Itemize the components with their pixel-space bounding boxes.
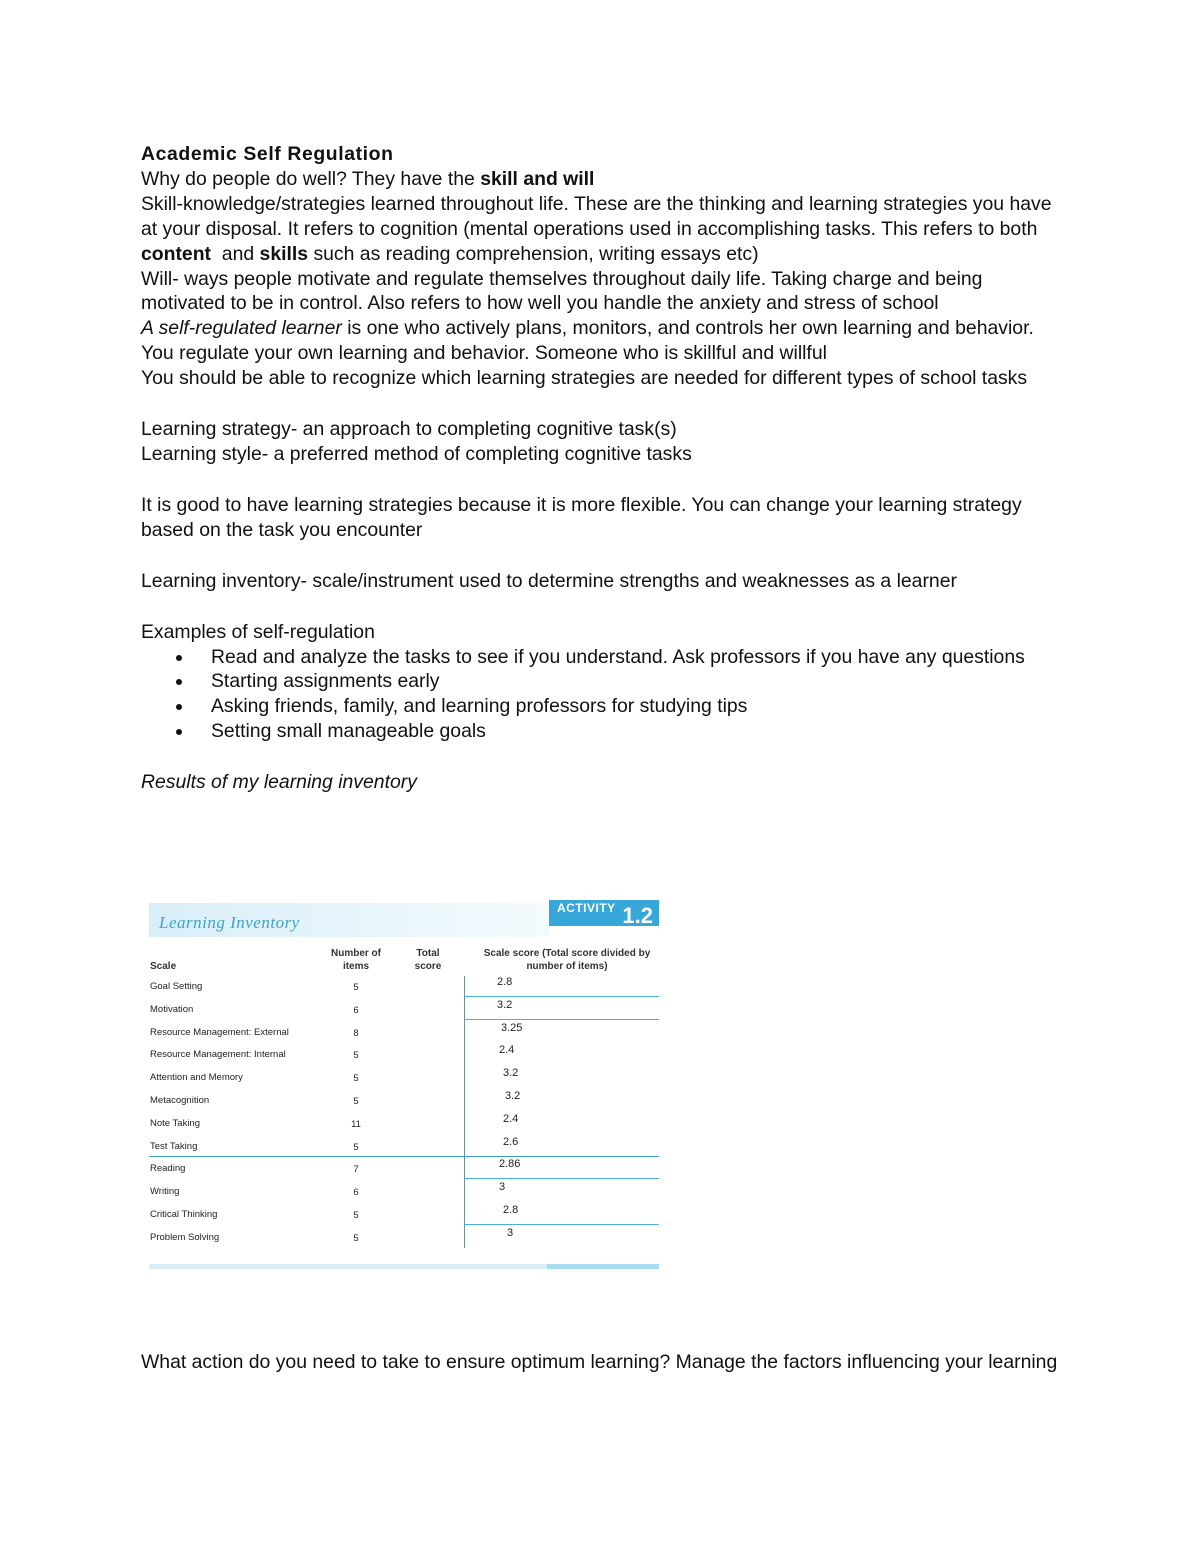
table-row	[149, 1203, 659, 1225]
scale-score: 3.2	[497, 998, 513, 1011]
row-separator	[464, 1178, 659, 1179]
list-item: Starting assignments early	[141, 669, 1071, 694]
number-of-items: 5	[353, 1073, 359, 1085]
scale-score: 2.8	[497, 976, 513, 988]
scale-name: Resource Management: Internal	[150, 1049, 286, 1061]
column-header-scale: Scale	[150, 961, 177, 972]
skills-bold: skills	[259, 242, 309, 265]
table-row	[149, 1226, 659, 1248]
activity-badge-number: 1.2	[622, 903, 653, 928]
skill-text-end: such as reading comprehension, writing essays etc)	[308, 242, 759, 265]
closing-section	[141, 1350, 1071, 1375]
examples-list	[141, 645, 1071, 745]
table-row	[149, 975, 659, 997]
results-caption: Results of my learning inventory	[141, 771, 417, 794]
scale-score: 2.8	[503, 1204, 519, 1216]
scale-name: Problem Solving	[150, 1231, 220, 1243]
skill-text: Skill-knowledge/strategies learned throughout life. These are the thinking and learning strategies you have at your disposal. It refers to cognition (mental operations used in accomplishing tasks. This refers to both	[141, 192, 1052, 240]
recognize-paragraph: You should be able to recognize which learning strategies are needed for different types of school tasks	[141, 367, 1028, 390]
number-of-items: 5	[353, 982, 359, 993]
table-row	[149, 1021, 659, 1043]
table-row	[149, 1089, 659, 1111]
scale-score: 3.2	[505, 1090, 521, 1102]
table-row	[149, 1135, 659, 1157]
scale-score: 3	[499, 1181, 506, 1194]
examples-heading: Examples of self-regulation	[141, 620, 375, 643]
table-row	[149, 1157, 659, 1179]
skill-will-question	[141, 167, 1071, 192]
scale-name: Test Taking	[150, 1140, 198, 1152]
number-of-items: 6	[353, 1187, 359, 1199]
scale-score: 2.86	[499, 1158, 521, 1171]
scale-name: Resource Management: External	[150, 1026, 289, 1038]
number-of-items: 11	[351, 1118, 361, 1130]
learning-strategy-definition: Learning strategy- an approach to completing cognitive task(s)	[141, 418, 677, 441]
flexible-paragraph: It is good to have learning strategies because it is more flexible. You can change your learning strategy based on the task you encounter	[141, 493, 1022, 541]
list-item: Setting small manageable goals	[141, 719, 1071, 744]
row-separator	[464, 996, 659, 997]
scale-name: Attention and Memory	[150, 1072, 243, 1084]
column-header-score: Scale score (Total score divided by number of items)	[483, 948, 651, 972]
list-item: Read and analyze the tasks to see if you understand. Ask professors if you have any questions	[141, 645, 1071, 670]
number-of-items: 6	[353, 1004, 359, 1016]
scale-name: Metacognition	[150, 1095, 210, 1106]
column-header-total: Total score	[414, 948, 442, 972]
number-of-items: 8	[353, 1027, 359, 1039]
document-body	[141, 142, 1071, 795]
activity-badge-word: ACTIVITY	[557, 901, 616, 915]
learning-style-definition: Learning style- a preferred method of completing cognitive tasks	[141, 442, 692, 465]
table-row	[149, 1066, 659, 1088]
number-of-items: 5	[353, 1210, 359, 1221]
table-row	[149, 1043, 659, 1065]
table-row	[149, 1180, 659, 1202]
number-of-items: 5	[353, 1050, 359, 1062]
row-separator	[464, 1019, 659, 1020]
scale-name: Writing	[150, 1186, 180, 1198]
inventory-header-band	[149, 903, 549, 937]
content-bold: content	[141, 242, 212, 265]
skill-will-bold: skill and will	[480, 167, 595, 190]
row-separator	[464, 1224, 659, 1225]
scale-score: 2.6	[503, 1135, 519, 1148]
activity-badge	[549, 900, 659, 926]
self-regulated-term: A self-regulated learner	[141, 317, 342, 340]
inventory-title: Learning Inventory	[159, 913, 300, 932]
column-header-items: Number of items	[331, 948, 381, 972]
scale-score: 3.25	[501, 1021, 523, 1034]
list-item: Asking friends, family, and learning professors for studying tips	[141, 694, 1071, 719]
number-of-items: 5	[353, 1232, 359, 1244]
scale-name: Motivation	[150, 1003, 194, 1015]
scale-score: 2.4	[499, 1044, 515, 1057]
question-text: Why do people do well? They have the	[141, 167, 481, 190]
skill-paragraph	[141, 192, 1071, 267]
closing-paragraph: What action do you need to take to ensure optimum learning? Manage the factors influencing your learning	[141, 1351, 1058, 1373]
scale-name: Note Taking	[150, 1117, 200, 1129]
inventory-definition: Learning inventory- scale/instrument used to determine strengths and weaknesses as a learner	[141, 569, 957, 592]
and-text: and	[211, 242, 260, 265]
scale-name: Reading	[150, 1163, 186, 1175]
scale-score: 3.2	[503, 1067, 519, 1080]
inventory-bottom-band	[149, 1264, 659, 1269]
table-row	[149, 1112, 659, 1134]
scale-name: Goal Setting	[150, 981, 203, 992]
self-regulated-text: is one who actively plans, monitors, and controls her own learning and behavior. You regulate your own learning and behavior. Someone who is skillful and willful	[141, 317, 1034, 365]
self-regulated-paragraph	[141, 316, 1071, 366]
scale-name: Critical Thinking	[150, 1209, 218, 1220]
scale-score: 3	[507, 1226, 514, 1239]
number-of-items: 5	[353, 1141, 359, 1153]
learning-inventory-image	[149, 900, 659, 1272]
row-separator	[149, 1156, 659, 1157]
number-of-items: 5	[353, 1096, 359, 1107]
document-title: Academic Self Regulation	[141, 143, 394, 165]
scale-score: 2.4	[503, 1112, 519, 1125]
number-of-items: 7	[353, 1164, 359, 1176]
will-paragraph: Will- ways people motivate and regulate themselves throughout daily life. Taking charge and being motivated to be in control. Also refers to how well you handle the anxiety and stress of school	[141, 267, 983, 315]
table-row	[149, 998, 659, 1020]
